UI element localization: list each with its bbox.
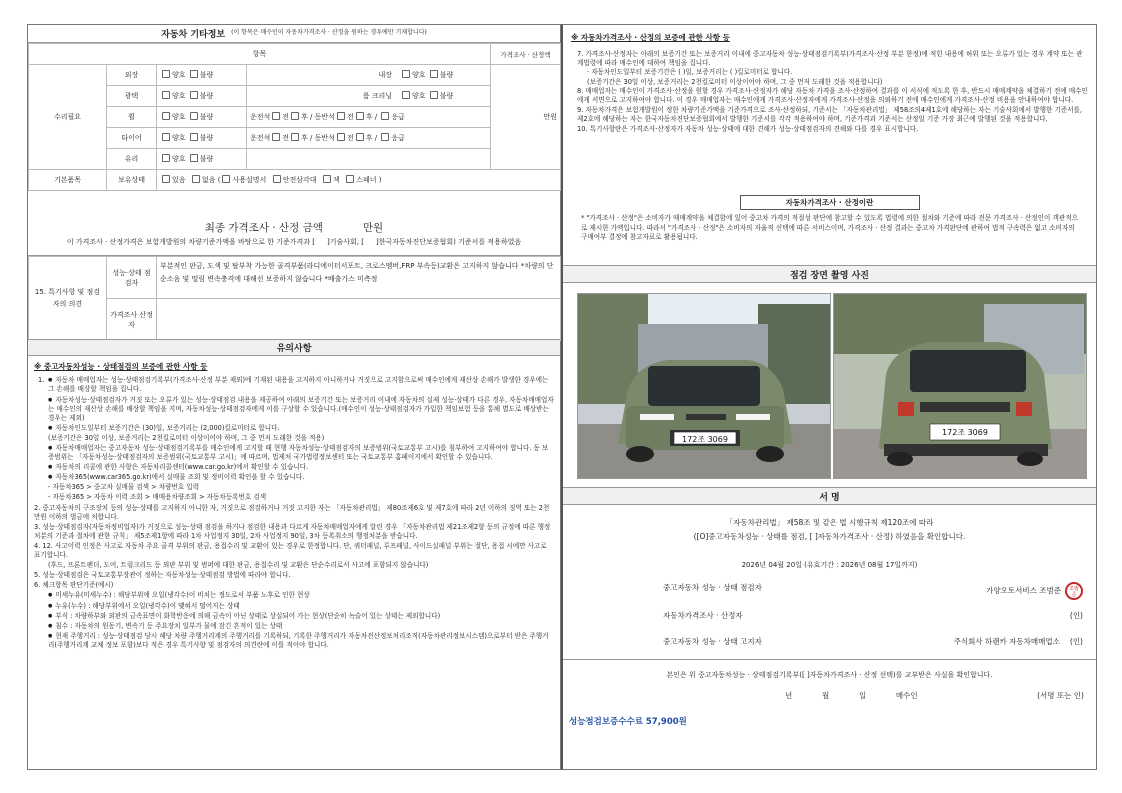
item-9: 9. 자동차가격은 보험개발원이 정한 차량기준가액을 기준가격으로 조사·산정하되, 기준서는 「자동차관리법」 제58조의4제1호에 해당하는 자는 기술사회에서 발행한 기준서를, 제2호에 해당하는 자는 한국자동차진단보증협회에서 발행한 기준서를 각각 적용하여야 하며, 기준가격과 기준서는 산정일 기준 가장 최근에 발행된 것을 적용합니다. [577,105,1083,124]
room-clean-cell: 룸 크리닝 양호 불량 [247,86,491,107]
final-price-title: 최종 가격조사 · 산정 금액 만원 [204,222,384,234]
checkbox[interactable] [190,112,198,120]
definition-title: 자동차가격조사 · 산정이란 [740,195,920,210]
glass-empty [247,149,491,170]
note-6e: ● 현재 주행거리 : 성능·상태점검 당시 해당 차량 주행거리계의 주행거리를 기록하되, 기록한 주행거리가 자동차전산정보처리조직(자동차관리정보시스템)으로부터 받은 주행거리(주행거리계 교체 정보 포함)보다 적은 경우 특기사항 및 점검자의 의견란에 이를 적어야 합니다. [34,632,554,650]
checkbox[interactable] [323,175,331,183]
possess-label: 보유상태 [107,170,157,191]
checkbox[interactable] [356,112,364,120]
buyer-sign-row: 년 월 일 매수인 (서명 또는 인) [785,691,1084,700]
price-guarantee-section [571,33,1088,134]
note-5: 5. 성능·상태점검은 국토교통부장관이 정하는 자동차성능·상태점검 방법에 따라야 합니다. [34,571,291,580]
receipt-statement: 본인은 위 중고자동차성능 · 상태점검기록부([ ]자동차가격조사 · 산정 선택)를 교부받은 사실을 확인합니다. [666,671,993,679]
car-front-image [578,294,831,479]
note-1f: ● 자동차365(www.car365.go.kr)에서 실매물 조회 및 정비이력 확인을 할 수 있습니다. [34,473,554,482]
checkbox[interactable] [402,70,410,78]
checkbox[interactable] [162,112,170,120]
signature-statement [563,516,1096,543]
note-1b: ● 자동차성능·상태점검자가 거짓 또는 오류가 있는 성능·상태점검 내용을 제공하여 아래의 보증기간 또는 보증거리 이내에 자동차의 실제 성능·상태가 다른 경우, 자동차매매업자는 매수인의 재산상 손해를 배상할 책임을 지며, 자동차성능·상태점검자에게 이를 구상할 수 있습니다.(매수인이 성능·상태점검자가 가입한 책임보험 등을 통해 별도로 배상받는 경우는 제외) [34,396,554,423]
checkbox[interactable] [346,175,354,183]
signer-row-1: 중고자동차 성능 · 상태 점검자 가양오토서비스 조범준 조범준 [663,582,1083,600]
photo-bar: 점검 장면 촬영 사진 [563,265,1096,283]
right-column [561,24,1097,770]
row-glass: 유리 [107,149,157,170]
perf-inspector-text: 부분적인 판금, 도색 및 탈부착 가능한 골격부품(라디에이터서포트, 크로스멤버,FRP 부속등)교환은 고지하지 않습니다 *차량의 단순소음 및 떨림 변속충격에 대해선 보증하지 않습니다 *배출가스 미측정 [157,257,561,299]
section-note: (이 항목은 매수인이 자동차가격조사 · 산정을 원하는 경우에만 기재합니다) [231,29,427,37]
special-notes-table [28,256,561,341]
item-8: 8. 매매업자는 매수인이 가격조사·산정을 원할 경우 가격조사·산정자가 해당 자동차 가격을 조사·산정하여 결과를 이 서식에 적도록 한 후, 반드시 매매계약을 체결하기 전에 매수인에게 서면으로 고지하여야 합니다. 이 경우 매매업자는 매수인에게 가격조사·산정자에게 가격조사·산정을 의뢰하기 전에 매수인에게 가격조사·산정 비용을 안내하여야 합니다. [577,87,1088,105]
left-column [27,24,561,770]
col-header-item: 항목 [29,44,491,65]
wheel-options: 양호 불량 [157,107,247,128]
price-guarantee-title: ※ 자동차가격조사 · 산정의 보증에 관한 사항 등 [571,33,730,42]
note-6c: ● 부식 : 차량하부와 외판의 금속표면이 화학반응에 의해 금속이 아닌 상태로 상실되어 가는 현상(단순히 녹슬어 있는 상태는 제외합니다) [34,612,554,621]
signature-bar: 서 명 [563,487,1096,505]
inspector-name: 가양오토서비스 조범준 [986,586,1061,595]
glass-options: 양호 불량 [157,149,247,170]
checkbox[interactable] [381,112,389,120]
fee-label: 성능점검보증수수료 57,900원 [569,717,687,727]
checkbox[interactable] [192,175,200,183]
price-definition-box [577,195,1082,257]
inspection-photo-front [577,293,831,479]
definition-text: * "가격조사 · 산정"은 소비자가 매매계약을 체결함에 있어 중고차 가격의 적절성 판단에 참고할 수 있도록 법령에 의한 절차와 기준에 따라 전문 가격조사 · 산정인이 객관적으로 제시한 가액입니다. 따라서 "가격조사 · 산정"은 소비자의 자율적 선택에 따른 서비스이며, 가격조사 · 산정 결과는 중고차 가격판단에 관하여 법적 구속력은 없고 소비자의 구매여부 결정에 참고자료로 활용됩니다. [581,214,1078,242]
notes-title: ※ 중고자동차성능 · 상태점검의 보증에 관한 사항 등 [34,362,208,371]
note-6: 6. 체크항목 판단기준(예시) [34,581,114,590]
gloss-options: 양호 불량 [157,86,247,107]
checkbox[interactable] [190,91,198,99]
notes-bar: 유의사항 [28,339,560,356]
checkbox[interactable] [402,91,410,99]
note-1c2: (보증기간은 30일 이상, 보증거리는 2천킬로미터 이상이어야 하며, 그 중 먼저 도래한 것을 적용) [48,433,325,442]
note-6b: ● 누유(누수) : 해당부위에서 오일(냉각수)이 맺혀서 떨어지는 상태 [34,602,554,611]
wheel-position: 운전석 전 후 / 동반석 전 후 / 응급 [247,107,491,128]
car-rear-image [834,294,1087,479]
signer-row-2: 자동차가격조사 · 산정자 (인) [663,611,1083,620]
repair-table [28,43,561,191]
checkbox[interactable] [162,133,170,141]
item-7: 7. 가격조사·산정자는 아래의 보증기간 또는 보증거리 이내에 중고자동차 성능·상태점검기록부(가격조사·산정 부분 한정)에 적힌 내용에 허위 또는 오류가 있는 경우 계약 또는 관계법령에 따라 매수인에 대하여 책임을 집니다. [577,49,1083,67]
checkbox[interactable] [430,70,438,78]
item-10: 10. 특기사항란은 가격조사·산정자가 자동차 성능·상태에 대한 견해가 성능·상태점검자의 견해와 다를 경우 표시합니다. [577,124,919,133]
other-info-header [28,25,560,43]
repair-label: 수리필요 [29,65,107,170]
note-1c: ● 자동차인도일부터 보증기간은 (30)일, 보증거리는 (2,000)킬로미터로 합니다. [34,424,554,433]
final-price-box [28,208,560,256]
note-3: 3. 성능·상태점검자(자동차정비업자)가 거짓으로 성능·상태 점검을 하거나 점검한 내용과 다르게 자동차매매업자에게 알린 경우 「자동차관리법 제21조제2항 등의 규정에 따른 행정처분의 기준과 절차에 관한 규칙」 제5조제1항에 따라 1차 사업정지 30일, 2차 사업정지 90일, 3차 등록취소의 행정처분을 받습니다. [34,522,551,540]
checkbox[interactable] [291,133,299,141]
row-wheel: 휠 [107,107,157,128]
row-exterior: 외장 [107,65,157,86]
basic-items-label: 기본품목 [29,170,107,191]
checkbox[interactable] [162,175,170,183]
checkbox[interactable] [162,154,170,162]
interior-cell: 내장 양호 불량 [247,65,491,86]
note-1g: - 자동차365 > 중고차 실매물 검색 > 차량번호 입력 [48,483,200,492]
section-title: 자동차 기타정보 [161,30,226,40]
divider [563,659,1096,660]
plate-rear: 172조 3069 [942,428,988,437]
note-6d: ● 침수 : 자동차의 원동기, 변속기 등 주요장치 일부가 물에 잠긴 흔적이 있는 상태 [34,622,554,631]
note-4: 4. 12. 사고이력 인정은 사고로 자동차 주요 골격 부위의 판금, 용접수리 및 교환이 있는 경우로 한정합니다. 단, 쿼터패널, 루프패널, 사이드실패널 부위는 절단, 용접 시에만 사고로 표기합니다. [34,541,547,560]
signer-row-3: 중고자동차 성능 · 상태 고지자 주식회사 하랜카 자동차매매업소 (인) [663,637,1083,646]
checkbox[interactable] [356,133,364,141]
checkbox[interactable] [272,133,280,141]
note-2: 2. 중고자동차의 구조장치 등의 성능·상태를 고지하지 아니한 자, 거짓으로 점검하거나 거짓 고지한 자는 「자동차관리법」 제80조제6호 및 제7호에 따라 2년 이하의 징역 또는 2천만원 이하의 벌금에 처합니다. [34,503,550,521]
checkbox[interactable] [337,133,345,141]
note-1: 1. ● 자동차 매매업자는 성능·상태점검기록부(가격조사·산정 부분 제외)에 기재된 내용을 고지하지 아니하거나 거짓으로 고지함으로써 매수인에게 재산상 손해가 발생한 경우에는 그 손해를 배상할 책임을 집니다. [34,376,554,394]
notes-body [34,362,554,651]
col-header-price: 가격조사 · 산정액 [491,44,561,65]
note-1e: ● 자동차의 리콜에 관한 사항은 자동차리콜센터(www.car.go.kr)에서 확인할 수 있습니다. [34,463,554,472]
row-tire: 타이어 [107,128,157,149]
inspection-photo-rear [833,293,1087,479]
signature-date: 2026년 04월 20일 (유효기간 : 2026년 08월 17일까지) [741,561,918,569]
checkbox[interactable] [381,133,389,141]
checkbox[interactable] [162,91,170,99]
checkbox[interactable] [273,175,281,183]
checkbox[interactable] [337,112,345,120]
note-1d: ● 자동차매매업자는 중고자동차 성능·상태점검기록부를 매수인에게 고지할 때 현행 자동차성능·상태점검자의 보증범위(국토교통부 고시)를 첨부하여 고지하여야 합니다. 동 보증범위는 「자동차성능·상태점검자의 보증범위(국토교통부 고시)」에 따르며, 법제처 국가법령정보센터 또는 국토교통부 홈페이지에서 확인할 수 있습니다. [34,444,554,462]
final-price-note: 이 가격조사 · 산정가격은 보험개발원의 차량기준가액을 바탕으로 한 기준가격과 [ ]기술사회, [ ]한국자동차진단보증협회) 기준서를 적용하였음 [66,238,522,246]
signature-law: 「자동차관리법」 제58조 및 같은 법 시행규칙 제120조에 따라 [725,518,934,527]
checkbox[interactable] [430,91,438,99]
note-1h: - 자동차365 > 자동차 이력 조회 > 매매용차량조회 > 자동차등록번호 검색 [48,493,267,502]
checkbox[interactable] [190,70,198,78]
tire-position: 운전석 전 후 / 동반석 전 후 / 응급 [247,128,491,149]
plate-front: 172조 3069 [682,435,728,444]
checkbox[interactable] [190,154,198,162]
note-4b: (후드, 프론트펜더, 도어, 트렁크리드 등 외판 부위 및 범퍼에 대한 판금, 용접수리 및 교환은 단순수리로서 사고에 포함되지 않습니다) [48,561,429,570]
price-won: 만원 [491,65,561,170]
checkbox[interactable] [291,112,299,120]
perf-inspector-label: 성능·상태 점검자 [107,257,157,299]
price-assessor-label: 가격조사 산정자 [107,299,157,341]
tire-options: 양호 불량 [157,128,247,149]
checkbox[interactable] [222,175,230,183]
note-6a: ● 미세누유(미세누수) : 해당부위에 오일(냉각수)이 비치는 정도로서 부품 노후로 인한 현상 [34,591,554,600]
special-label: 15. 특기사항 및 점검자의 의견 [29,257,107,341]
checkbox[interactable] [162,70,170,78]
signature-confirm: ([O]중고자동차성능 · 상태를 점검, [ ]자동차가격조사 · 산정) 하였음을 확인합니다. [693,531,966,541]
row-gloss: 광택 [107,86,157,107]
possess-options: 있음 없음 ( 사용설명서 안전삼각대 잭 스패너 ) [157,170,561,191]
price-assessor-text [157,299,561,341]
exterior-options: 양호 불량 [157,65,247,86]
seal-stamp-icon: 조범준 [1065,582,1083,600]
checkbox[interactable] [190,133,198,141]
inspection-report-page [27,24,1097,770]
checkbox[interactable] [272,112,280,120]
item-7c: (보증기간은 30일 이상, 보증거리는 2천킬로미터 이상이어야 하며, 그 중 먼저 도래한 것을 적용합니다) [587,77,883,86]
item-7b: · 자동차인도일부터 보증기간은 ( )일, 보증거리는 ( )킬로미터로 합니다. [587,68,793,77]
